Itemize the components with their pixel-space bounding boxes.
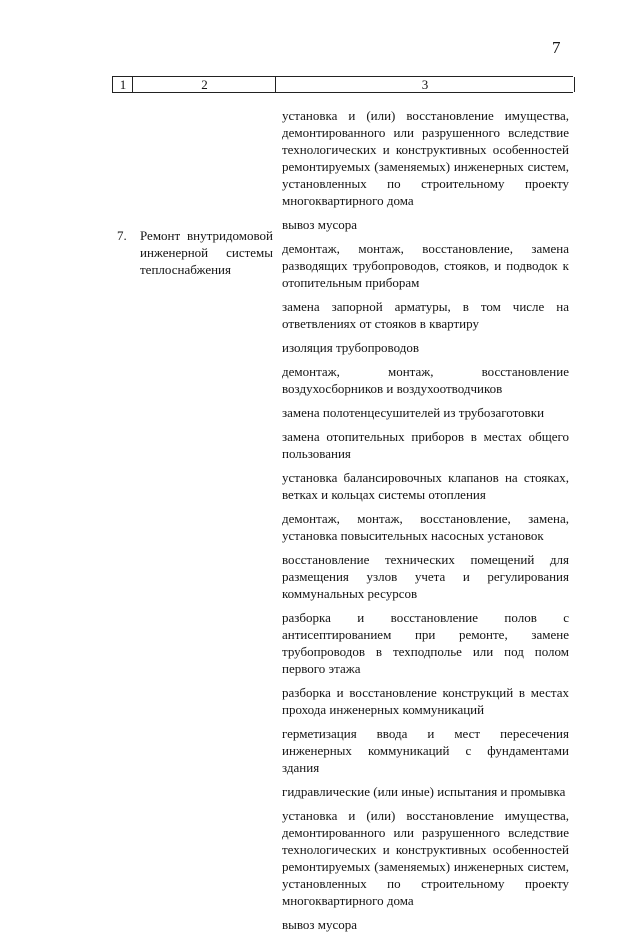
work-item: восстановление технических помещений для размещения узлов учета и регулирования коммунальных ресурсов [282, 552, 569, 601]
work-item: установка балансировочных клапанов на стояках, ветках и кольцах системы отопления [282, 470, 569, 502]
work-item: демонтаж, монтаж, восстановление, замена разводящих трубопроводов, стояков, и подводок к отопительным приборам [282, 241, 569, 290]
work-item: замена запорной арматуры, в том числе на ответвлениях от стояков в квартиру [282, 299, 569, 331]
column-header-1: 1 [112, 77, 133, 92]
continuation-item: вывоз мусора [282, 217, 358, 232]
page-number: 7 [552, 38, 561, 57]
work-item: разборка и восстановление полов с антисептированием при ремонте, замене трубопроводов в техподполье или под полом первого этажа [282, 610, 569, 676]
work-item: гидравлические (или иные) испытания и промывка [282, 784, 566, 799]
work-item: вывоз мусора [282, 917, 358, 932]
work-item: замена полотенцесушителей из трубозаготовки [282, 405, 545, 420]
column-header-3: 3 [275, 77, 575, 92]
continuation-item: установка и (или) восстановление имущества, демонтированного или разрушенного вследствие технологических и конструктивных особенностей ремонтируемых (заменяемых) инженерных систем, установленных по строительному проекту многоквартирного дома [282, 108, 569, 208]
work-item: изоляция трубопроводов [282, 340, 419, 355]
work-item: демонтаж, монтаж, восстановление воздухосборников и воздухоотводчиков [282, 364, 569, 396]
section-number: 7. [117, 228, 127, 243]
work-item: герметизация ввода и мест пересечения инженерных коммуникаций с фундаментами здания [282, 726, 569, 775]
work-item: разборка и восстановление конструкций в местах прохода инженерных коммуникаций [282, 685, 569, 717]
section-name: Ремонт внутридомовой инженерной системы теплоснабжения [140, 228, 273, 277]
table-header-row [112, 76, 573, 93]
column-header-2: 2 [132, 77, 276, 92]
work-list [282, 107, 569, 940]
work-item: установка и (или) восстановление имущества, демонтированного или разрушенного вследствие технологических и конструктивных особенностей ремонтируемых (заменяемых) инженерных систем, установленных по строительному проекту многоквартирного дома [282, 808, 569, 908]
work-item: демонтаж, монтаж, восстановление, замена, установка повысительных насосных установок [282, 511, 569, 543]
work-item: замена отопительных приборов в местах общего пользования [282, 429, 569, 461]
